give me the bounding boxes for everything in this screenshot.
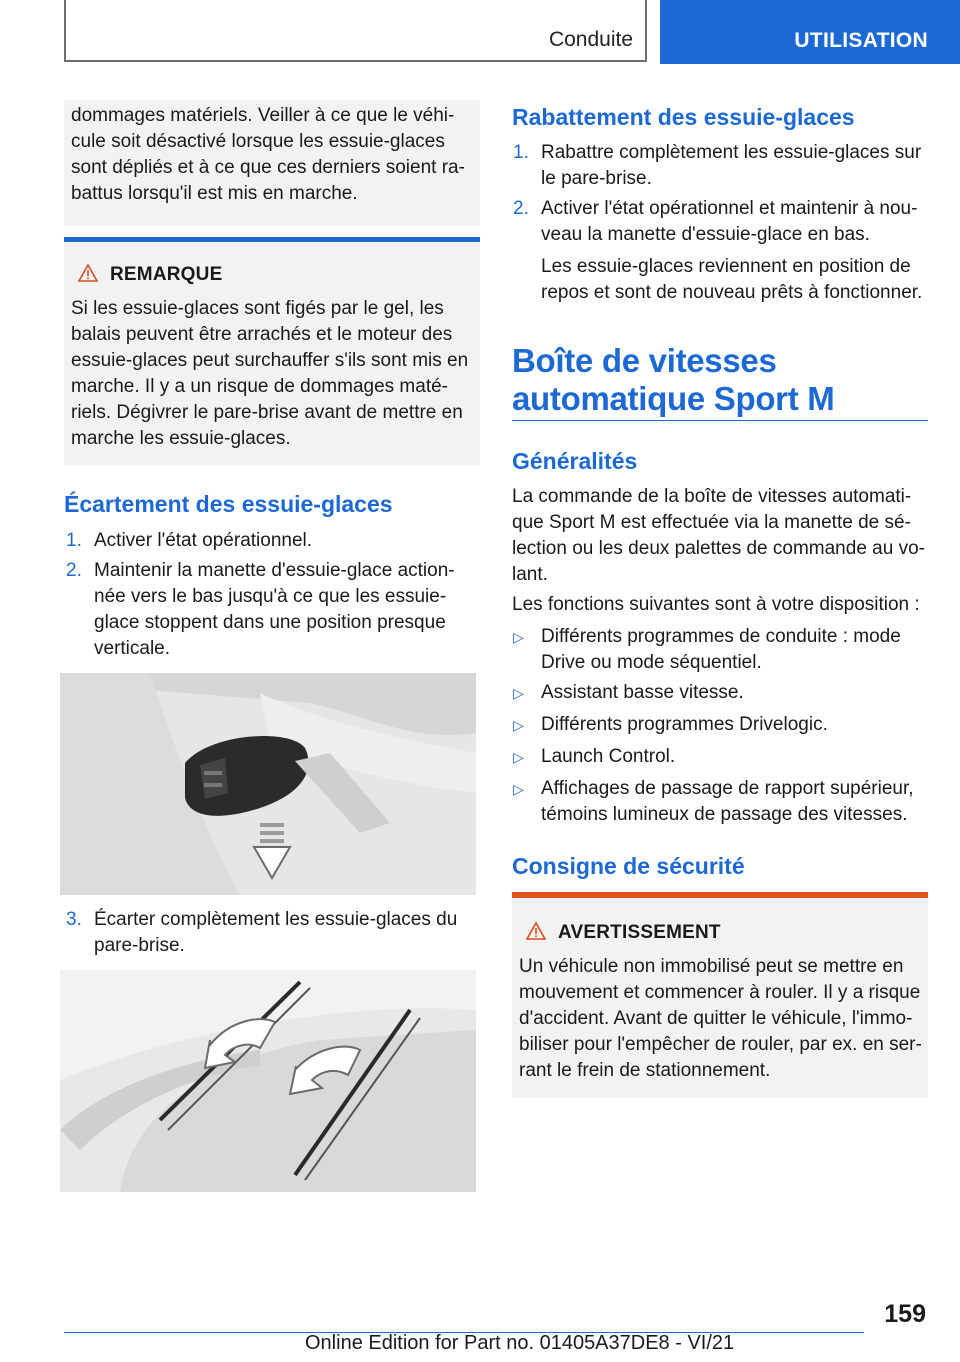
warning-title: AVERTISSEMENT <box>558 922 721 943</box>
header-section-tab <box>660 0 960 64</box>
warning-line: biliser pour l'empêcher de rouler, par ex. en ser- <box>519 1034 922 1055</box>
step-line: verticale. <box>94 638 171 659</box>
step-line: Activer l'état opérationnel et maintenir à nou- <box>541 198 918 219</box>
step-number: 1. <box>66 530 82 551</box>
fold-result <box>541 254 931 306</box>
fold-result-line: Les essuie-glaces reviennent en position de <box>541 256 911 277</box>
main-heading-line: Boîte de vitesses <box>512 342 777 379</box>
intro-line: dommages matériels. Veiller à ce que le véhi- <box>71 105 455 126</box>
warning-line: Un véhicule non immobilisé peut se mettre en <box>519 956 904 977</box>
bullet-triangle-icon: ▷ <box>513 749 524 765</box>
list-line: témoins lumineux de passage des vitesses. <box>541 804 908 825</box>
list-line: Affichages de passage de rapport supérieur, <box>541 778 914 799</box>
step-line: le pare-brise. <box>541 168 652 189</box>
list-line: Différents programmes Drivelogic. <box>541 714 828 735</box>
note-box <box>64 242 480 465</box>
step-number: 2. <box>66 560 82 581</box>
general-line: lection ou les deux palettes de commande au vo- <box>512 538 925 559</box>
general-text <box>512 484 932 588</box>
general-line: que Sport M est effectuée via la manette de sé- <box>512 512 911 533</box>
wiper-lever-illustration <box>60 673 476 895</box>
bullet-triangle-icon: ▷ <box>513 685 524 701</box>
note-line: essuie-glaces peut surchauffer s'ils sont mis en <box>71 350 469 371</box>
bullet-triangle-icon: ▷ <box>513 717 524 733</box>
step-line: Rabattre complètement les essuie-glaces sur <box>541 142 922 163</box>
step-line: veau la manette d'essuie-glace en bas. <box>541 224 870 245</box>
wipers-windshield-illustration <box>60 970 476 1192</box>
general-heading: Généralités <box>512 448 638 474</box>
bullet-triangle-icon: ▷ <box>513 629 524 645</box>
fold-heading: Rabattement des essuie-glaces <box>512 104 855 130</box>
functions-intro: Les fonctions suivantes sont à votre disposition : <box>512 594 920 615</box>
warning-line: rant le frein de stationnement. <box>519 1060 771 1081</box>
header-section: UTILISATION <box>794 29 928 52</box>
list-line: Différents programmes de conduite : mode <box>541 626 901 647</box>
wiper-lever-drawing <box>60 673 476 895</box>
warning-triangle-icon <box>526 922 546 940</box>
general-line: lant. <box>512 564 548 585</box>
main-heading <box>512 342 834 418</box>
list-line: Drive ou mode séquentiel. <box>541 652 762 673</box>
main-heading-line: automatique Sport M <box>512 380 835 417</box>
safety-heading: Consigne de sécurité <box>512 853 745 879</box>
general-line: La commande de la boîte de vitesses automati- <box>512 486 912 507</box>
step-line: glace stoppent dans une position presque <box>94 612 446 633</box>
bullet-triangle-icon: ▷ <box>513 781 524 797</box>
warning-triangle-icon <box>78 264 98 282</box>
header-chapter: Conduite <box>548 28 633 51</box>
note-line: balais peuvent être arrachés et le moteur des <box>71 324 453 345</box>
footer-edition: Online Edition for Part no. 01405A37DE8 - VI/21 <box>305 1332 735 1354</box>
warning-line: mouvement et commencer à rouler. Il y a risque <box>519 982 921 1003</box>
note-line: marche. Il y a un risque de dommages maté- <box>71 376 449 397</box>
step-number: 3. <box>66 909 82 930</box>
note-line: riels. Dégivrer le pare-brise avant de mettre en <box>71 402 463 423</box>
intro-line: battus lorsqu'il est mis en marche. <box>71 183 358 204</box>
list-line: Assistant basse vitesse. <box>541 682 744 703</box>
warning-box <box>512 898 928 1098</box>
fold-result-line: repos et sont de nouveau prêts à fonctionner. <box>541 282 923 303</box>
header-chapter-tab <box>64 0 647 62</box>
intro-box <box>64 100 480 226</box>
step-line: Activer l'état opérationnel. <box>94 530 313 551</box>
page-number: 159 <box>884 1300 926 1328</box>
step-line: Écarter complètement les essuie-glaces du <box>94 909 458 930</box>
step-line: Maintenir la manette d'essuie-glace action- <box>94 560 455 581</box>
note-line: Si les essuie-glaces sont figés par le gel, les <box>71 298 444 319</box>
main-heading-rule <box>512 420 928 421</box>
section-heading: Écartement des essuie-glaces <box>64 491 393 517</box>
step-line: née vers le bas jusqu'à ce que les essuie- <box>94 586 447 607</box>
step-number: 2. <box>513 198 529 219</box>
intro-line: sont dépliés et à ce que ces derniers soient ra- <box>71 157 465 178</box>
intro-line: cule soit désactivé lorsque les essuie-glaces <box>71 131 445 152</box>
note-title: REMARQUE <box>110 264 223 285</box>
wipers-windshield-drawing <box>60 970 476 1192</box>
step-number: 1. <box>513 142 529 163</box>
step-line: pare-brise. <box>94 935 185 956</box>
note-line: marche les essuie-glaces. <box>71 428 291 449</box>
list-line: Launch Control. <box>541 746 676 767</box>
warning-line: d'accident. Avant de quitter le véhicule, l'immo- <box>519 1008 913 1029</box>
